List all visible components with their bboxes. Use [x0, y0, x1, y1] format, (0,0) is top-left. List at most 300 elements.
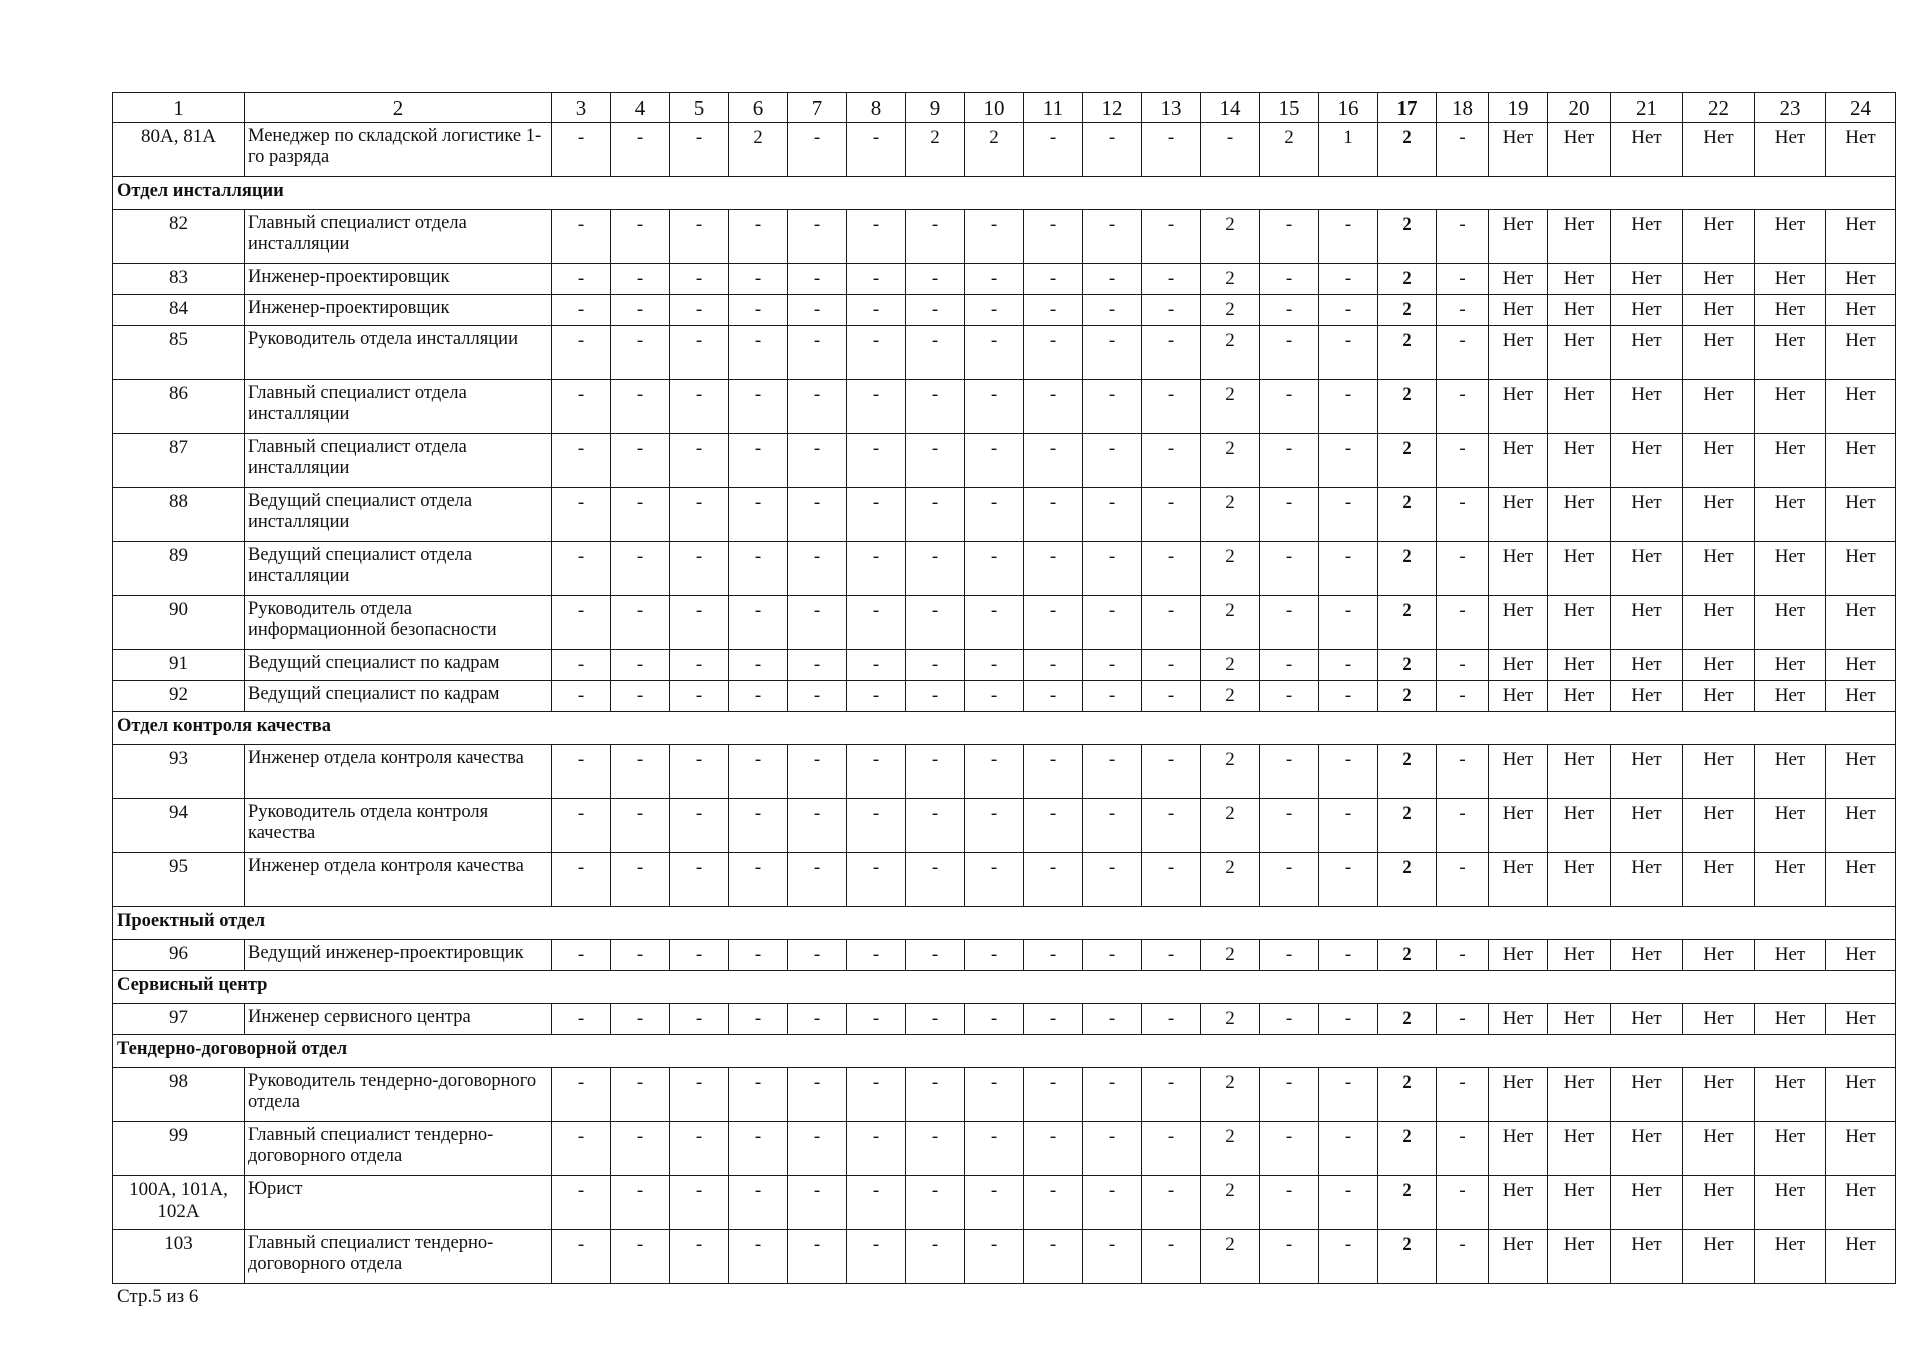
value-cell: -	[552, 1068, 611, 1122]
value-cell: -	[729, 295, 788, 326]
value-cell: -	[788, 745, 847, 799]
value-cell: Нет	[1611, 1122, 1683, 1176]
value-cell: -	[906, 380, 965, 434]
value-cell: -	[1319, 1122, 1378, 1176]
value-cell: -	[729, 681, 788, 712]
value-cell: -	[1319, 1176, 1378, 1230]
value-cell: -	[1260, 681, 1319, 712]
value-cell: Нет	[1683, 799, 1755, 853]
value-cell: Нет	[1611, 1176, 1683, 1230]
value-cell: -	[1083, 940, 1142, 971]
value-cell: Нет	[1548, 1122, 1611, 1176]
value-cell: -	[552, 1230, 611, 1284]
value-cell: -	[1142, 326, 1201, 380]
value-cell: -	[847, 542, 906, 596]
value-cell: -	[1024, 681, 1083, 712]
value-cell: Нет	[1489, 1230, 1548, 1284]
table-row	[113, 434, 1896, 488]
value-cell: Нет	[1489, 650, 1548, 681]
document-sheet	[112, 92, 1892, 1284]
section-title: Отдел инсталляции	[113, 177, 1896, 210]
value-cell: Нет	[1548, 799, 1611, 853]
table-row	[113, 295, 1896, 326]
value-cell: -	[1024, 1176, 1083, 1230]
value-cell: -	[906, 799, 965, 853]
value-cell: -	[1260, 799, 1319, 853]
row-number: 96	[113, 940, 245, 971]
value-cell: Нет	[1548, 745, 1611, 799]
value-cell: 2	[1201, 488, 1260, 542]
value-cell: -	[552, 488, 611, 542]
column-header: 3	[552, 93, 611, 123]
value-cell: -	[1437, 542, 1489, 596]
value-cell: -	[1142, 745, 1201, 799]
position-title: Ведущий специалист отдела инсталляции	[245, 542, 552, 596]
value-cell: Нет	[1548, 940, 1611, 971]
value-cell: 2	[1201, 596, 1260, 650]
value-cell: 2	[1378, 1230, 1437, 1284]
value-cell: -	[1260, 434, 1319, 488]
value-cell: -	[1024, 799, 1083, 853]
value-cell: -	[670, 264, 729, 295]
value-cell: 2	[1378, 1176, 1437, 1230]
table-row	[113, 123, 1896, 177]
value-cell: Нет	[1826, 210, 1896, 264]
value-cell: -	[965, 799, 1024, 853]
value-cell: -	[788, 380, 847, 434]
value-cell: Нет	[1489, 596, 1548, 650]
value-cell: -	[552, 1176, 611, 1230]
row-number: 95	[113, 853, 245, 907]
value-cell: -	[611, 853, 670, 907]
column-header: 23	[1755, 93, 1826, 123]
position-title: Инженер сервисного центра	[245, 1004, 552, 1035]
value-cell: 2	[1378, 853, 1437, 907]
value-cell: Нет	[1489, 853, 1548, 907]
value-cell: Нет	[1611, 123, 1683, 177]
value-cell: 2	[906, 123, 965, 177]
value-cell: -	[1437, 434, 1489, 488]
value-cell: -	[965, 1068, 1024, 1122]
value-cell: -	[788, 488, 847, 542]
table-row	[113, 326, 1896, 380]
value-cell: Нет	[1826, 264, 1896, 295]
value-cell: Нет	[1683, 326, 1755, 380]
value-cell: -	[670, 940, 729, 971]
value-cell: -	[788, 1230, 847, 1284]
row-number: 98	[113, 1068, 245, 1122]
value-cell: -	[1260, 853, 1319, 907]
value-cell: Нет	[1548, 123, 1611, 177]
value-cell: Нет	[1489, 210, 1548, 264]
table-row	[113, 853, 1896, 907]
value-cell: Нет	[1611, 210, 1683, 264]
section-title: Проектный отдел	[113, 907, 1896, 940]
value-cell: Нет	[1826, 799, 1896, 853]
value-cell: -	[1437, 295, 1489, 326]
value-cell: 2	[1378, 1068, 1437, 1122]
position-title: Инженер-проектировщик	[245, 295, 552, 326]
section-row	[113, 907, 1896, 940]
value-cell: Нет	[1489, 488, 1548, 542]
section-row	[113, 712, 1896, 745]
value-cell: -	[906, 326, 965, 380]
value-cell: -	[1024, 434, 1083, 488]
value-cell: Нет	[1489, 681, 1548, 712]
value-cell: -	[1319, 488, 1378, 542]
value-cell: Нет	[1755, 853, 1826, 907]
value-cell: 2	[1201, 681, 1260, 712]
row-number: 93	[113, 745, 245, 799]
value-cell: Нет	[1755, 542, 1826, 596]
value-cell: Нет	[1826, 295, 1896, 326]
value-cell: -	[906, 1122, 965, 1176]
value-cell: -	[906, 488, 965, 542]
value-cell: -	[1083, 799, 1142, 853]
value-cell: -	[552, 295, 611, 326]
value-cell: -	[1083, 295, 1142, 326]
table-row	[113, 1122, 1896, 1176]
value-cell: 2	[1378, 681, 1437, 712]
value-cell: -	[670, 745, 729, 799]
value-cell: 2	[1378, 326, 1437, 380]
value-cell: -	[1083, 853, 1142, 907]
value-cell: Нет	[1826, 488, 1896, 542]
table-row	[113, 596, 1896, 650]
value-cell: 2	[1378, 940, 1437, 971]
value-cell: -	[552, 380, 611, 434]
value-cell: -	[847, 681, 906, 712]
value-cell: Нет	[1489, 1176, 1548, 1230]
value-cell: -	[729, 1176, 788, 1230]
value-cell: -	[1083, 380, 1142, 434]
value-cell: 2	[1201, 650, 1260, 681]
value-cell: -	[965, 380, 1024, 434]
value-cell: -	[1083, 1068, 1142, 1122]
value-cell: -	[670, 650, 729, 681]
row-number: 86	[113, 380, 245, 434]
value-cell: 2	[965, 123, 1024, 177]
value-cell: -	[1083, 1122, 1142, 1176]
value-cell: Нет	[1489, 380, 1548, 434]
value-cell: -	[1260, 1068, 1319, 1122]
value-cell: -	[670, 1004, 729, 1035]
value-cell: Нет	[1826, 1068, 1896, 1122]
value-cell: -	[1319, 1068, 1378, 1122]
position-title: Ведущий специалист по кадрам	[245, 650, 552, 681]
value-cell: -	[965, 295, 1024, 326]
column-header: 13	[1142, 93, 1201, 123]
value-cell: -	[847, 1230, 906, 1284]
value-cell: Нет	[1611, 853, 1683, 907]
column-header: 4	[611, 93, 670, 123]
value-cell: Нет	[1489, 745, 1548, 799]
value-cell: -	[729, 940, 788, 971]
value-cell: Нет	[1683, 745, 1755, 799]
value-cell: -	[906, 681, 965, 712]
value-cell: -	[552, 542, 611, 596]
value-cell: Нет	[1489, 326, 1548, 380]
value-cell: 2	[1201, 542, 1260, 596]
value-cell: -	[906, 745, 965, 799]
value-cell: -	[906, 1176, 965, 1230]
value-cell: -	[611, 1068, 670, 1122]
value-cell: -	[611, 940, 670, 971]
value-cell: -	[1260, 745, 1319, 799]
value-cell: 2	[1378, 745, 1437, 799]
value-cell: -	[729, 650, 788, 681]
value-cell: -	[906, 210, 965, 264]
value-cell: -	[1437, 488, 1489, 542]
row-number: 92	[113, 681, 245, 712]
value-cell: Нет	[1489, 542, 1548, 596]
value-cell: -	[729, 1068, 788, 1122]
value-cell: -	[965, 681, 1024, 712]
value-cell: Нет	[1755, 1122, 1826, 1176]
column-header: 17	[1378, 93, 1437, 123]
value-cell: -	[1319, 940, 1378, 971]
value-cell: Нет	[1548, 596, 1611, 650]
value-cell: -	[729, 1230, 788, 1284]
value-cell: 2	[1201, 853, 1260, 907]
value-cell: -	[670, 295, 729, 326]
value-cell: 2	[1201, 326, 1260, 380]
value-cell: -	[670, 1230, 729, 1284]
value-cell: -	[965, 1122, 1024, 1176]
value-cell: -	[906, 264, 965, 295]
column-header: 10	[965, 93, 1024, 123]
position-title: Главный специалист отдела инсталляции	[245, 380, 552, 434]
value-cell: -	[788, 542, 847, 596]
value-cell: -	[788, 940, 847, 971]
value-cell: -	[729, 380, 788, 434]
value-cell: -	[1260, 1230, 1319, 1284]
value-cell: Нет	[1755, 380, 1826, 434]
value-cell: -	[1319, 326, 1378, 380]
value-cell: -	[670, 123, 729, 177]
value-cell: Нет	[1755, 1004, 1826, 1035]
value-cell: -	[965, 853, 1024, 907]
position-title: Главный специалист тендерно-договорного отдела	[245, 1230, 552, 1284]
value-cell: -	[847, 1122, 906, 1176]
value-cell: -	[847, 380, 906, 434]
column-header: 19	[1489, 93, 1548, 123]
value-cell: -	[611, 434, 670, 488]
value-cell: -	[1201, 123, 1260, 177]
value-cell: -	[1319, 799, 1378, 853]
value-cell: -	[1437, 853, 1489, 907]
value-cell: -	[1024, 542, 1083, 596]
value-cell: -	[1142, 853, 1201, 907]
section-title: Тендерно-договорной отдел	[113, 1035, 1896, 1068]
value-cell: -	[611, 542, 670, 596]
column-header: 18	[1437, 93, 1489, 123]
value-cell: 2	[729, 123, 788, 177]
value-cell: Нет	[1489, 434, 1548, 488]
value-cell: -	[552, 434, 611, 488]
table-row	[113, 1068, 1896, 1122]
value-cell: -	[847, 1068, 906, 1122]
value-cell: Нет	[1548, 853, 1611, 907]
value-cell: Нет	[1611, 434, 1683, 488]
value-cell: Нет	[1683, 853, 1755, 907]
value-cell: -	[1260, 1122, 1319, 1176]
value-cell: -	[1437, 596, 1489, 650]
value-cell: -	[611, 1004, 670, 1035]
value-cell: -	[1024, 295, 1083, 326]
value-cell: Нет	[1611, 326, 1683, 380]
value-cell: -	[1142, 1230, 1201, 1284]
value-cell: -	[788, 1176, 847, 1230]
value-cell: Нет	[1683, 380, 1755, 434]
value-cell: Нет	[1826, 123, 1896, 177]
value-cell: -	[552, 1004, 611, 1035]
value-cell: 2	[1201, 940, 1260, 971]
value-cell: Нет	[1611, 264, 1683, 295]
table-row	[113, 681, 1896, 712]
value-cell: Нет	[1826, 681, 1896, 712]
value-cell: -	[611, 1176, 670, 1230]
value-cell: 2	[1201, 1004, 1260, 1035]
value-cell: Нет	[1683, 650, 1755, 681]
value-cell: Нет	[1755, 434, 1826, 488]
value-cell: -	[1024, 123, 1083, 177]
row-number: 82	[113, 210, 245, 264]
value-cell: 2	[1201, 264, 1260, 295]
value-cell: -	[729, 210, 788, 264]
value-cell: 2	[1378, 295, 1437, 326]
value-cell: Нет	[1826, 853, 1896, 907]
column-header: 12	[1083, 93, 1142, 123]
value-cell: -	[670, 1068, 729, 1122]
value-cell: 2	[1378, 1004, 1437, 1035]
value-cell: -	[1142, 295, 1201, 326]
position-title: Главный специалист отдела инсталляции	[245, 434, 552, 488]
value-cell: Нет	[1611, 295, 1683, 326]
value-cell: Нет	[1489, 940, 1548, 971]
value-cell: -	[1142, 940, 1201, 971]
value-cell: Нет	[1683, 295, 1755, 326]
value-cell: -	[1260, 295, 1319, 326]
value-cell: -	[1437, 1122, 1489, 1176]
value-cell: -	[1142, 1122, 1201, 1176]
value-cell: -	[965, 940, 1024, 971]
value-cell: -	[729, 799, 788, 853]
value-cell: -	[1083, 326, 1142, 380]
value-cell: -	[1142, 488, 1201, 542]
value-cell: -	[1142, 596, 1201, 650]
value-cell: Нет	[1755, 745, 1826, 799]
table-row	[113, 210, 1896, 264]
value-cell: -	[611, 745, 670, 799]
value-cell: -	[729, 596, 788, 650]
value-cell: -	[965, 264, 1024, 295]
row-number: 97	[113, 1004, 245, 1035]
value-cell: -	[1083, 596, 1142, 650]
value-cell: Нет	[1611, 1004, 1683, 1035]
value-cell: -	[847, 596, 906, 650]
value-cell: -	[788, 1068, 847, 1122]
column-header: 2	[245, 93, 552, 123]
value-cell: Нет	[1826, 650, 1896, 681]
value-cell: -	[1319, 295, 1378, 326]
value-cell: -	[611, 326, 670, 380]
value-cell: -	[729, 542, 788, 596]
value-cell: -	[906, 596, 965, 650]
value-cell: Нет	[1826, 326, 1896, 380]
value-cell: -	[1024, 745, 1083, 799]
value-cell: -	[1437, 745, 1489, 799]
value-cell: Нет	[1611, 596, 1683, 650]
value-cell: -	[1319, 650, 1378, 681]
value-cell: -	[729, 1122, 788, 1176]
value-cell: -	[1260, 650, 1319, 681]
value-cell: -	[552, 681, 611, 712]
value-cell: Нет	[1611, 1230, 1683, 1284]
column-header: 11	[1024, 93, 1083, 123]
value-cell: -	[1319, 596, 1378, 650]
value-cell: -	[1319, 210, 1378, 264]
column-header: 7	[788, 93, 847, 123]
value-cell: -	[729, 1004, 788, 1035]
position-title: Юрист	[245, 1176, 552, 1230]
value-cell: -	[1260, 210, 1319, 264]
value-cell: Нет	[1611, 940, 1683, 971]
value-cell: -	[965, 1230, 1024, 1284]
value-cell: -	[552, 1122, 611, 1176]
value-cell: -	[906, 853, 965, 907]
value-cell: 2	[1378, 650, 1437, 681]
value-cell: -	[1024, 940, 1083, 971]
column-header: 20	[1548, 93, 1611, 123]
value-cell: -	[611, 123, 670, 177]
value-cell: -	[965, 596, 1024, 650]
value-cell: -	[552, 650, 611, 681]
value-cell: Нет	[1755, 940, 1826, 971]
value-cell: Нет	[1683, 681, 1755, 712]
value-cell: -	[552, 799, 611, 853]
value-cell: -	[552, 326, 611, 380]
value-cell: -	[1260, 596, 1319, 650]
value-cell: -	[1083, 1176, 1142, 1230]
value-cell: -	[1083, 745, 1142, 799]
value-cell: 2	[1201, 1122, 1260, 1176]
value-cell: Нет	[1611, 681, 1683, 712]
section-title: Сервисный центр	[113, 971, 1896, 1004]
value-cell: 2	[1201, 380, 1260, 434]
value-cell: 2	[1378, 799, 1437, 853]
value-cell: -	[729, 434, 788, 488]
page-number: Стр.5 из 6	[117, 1286, 199, 1307]
value-cell: Нет	[1683, 1122, 1755, 1176]
value-cell: -	[788, 799, 847, 853]
value-cell: -	[847, 488, 906, 542]
value-cell: Нет	[1611, 380, 1683, 434]
value-cell: -	[729, 745, 788, 799]
column-header: 1	[113, 93, 245, 123]
value-cell: Нет	[1489, 295, 1548, 326]
value-cell: -	[611, 1230, 670, 1284]
value-cell: -	[1437, 940, 1489, 971]
table-row	[113, 1004, 1896, 1035]
value-cell: -	[788, 596, 847, 650]
value-cell: -	[611, 681, 670, 712]
value-cell: Нет	[1755, 596, 1826, 650]
value-cell: -	[670, 1176, 729, 1230]
position-title: Главный специалист тендерно-договорного отдела	[245, 1122, 552, 1176]
position-title: Руководитель тендерно-договорного отдела	[245, 1068, 552, 1122]
value-cell: -	[670, 210, 729, 264]
